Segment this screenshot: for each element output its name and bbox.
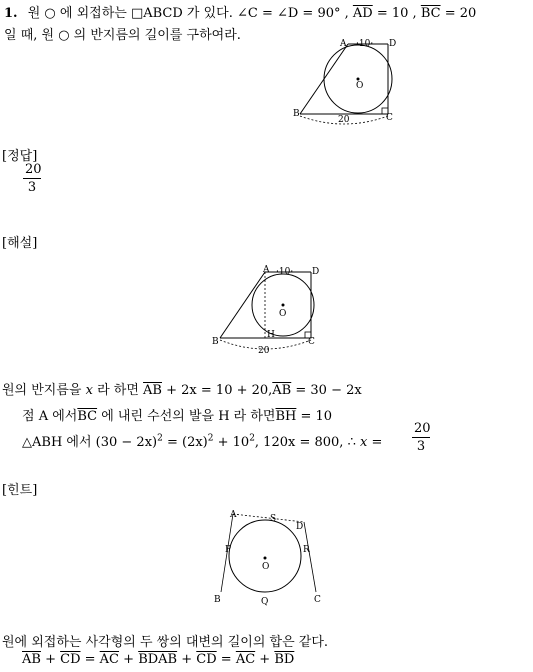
solution-text: 원의 반지름을 [2, 383, 86, 398]
center-dot [264, 557, 267, 560]
label-p: P [225, 545, 232, 555]
exponent: 2 [249, 433, 255, 444]
label-c: C [314, 595, 321, 605]
answer-denominator: 3 [27, 180, 37, 195]
overline-cd: $\overline{CD}$ [196, 652, 217, 667]
label-ad-length: ·10· [356, 39, 374, 49]
solution-text: + 2x = 10 + 20, [162, 383, 273, 398]
fraction-denominator: 3 [416, 439, 426, 454]
solution-text: = [367, 435, 383, 450]
solution-line-2 [22, 405, 332, 424]
label-a: A [230, 510, 237, 520]
fraction-numerator: 20 [414, 421, 431, 436]
label-bc-length: 20 [258, 346, 270, 356]
problem-number: 1. [4, 6, 18, 21]
solution-line-3 [22, 431, 382, 450]
overline-bh: $\overline{BH}$ [275, 409, 297, 424]
exponent: 2 [157, 433, 163, 444]
label-bc-length: 20 [338, 115, 350, 125]
label-s: S [270, 514, 277, 524]
center-dot [282, 304, 285, 307]
answer-label: [정답] [2, 149, 38, 164]
overline-ab: $\overline{AB}$ [143, 383, 162, 398]
solution-text: = (2x) [162, 435, 208, 450]
problem-line-2: 일 때, 원 ○ 의 반지름의 길이를 구하여라. [4, 28, 241, 43]
incircle [229, 520, 304, 592]
problem-text: = 10 , [372, 6, 421, 21]
label-b: B [214, 595, 221, 605]
answer-fraction [23, 161, 41, 196]
label-d: D [389, 39, 397, 49]
side-ad [233, 514, 304, 522]
label-ad-length: ·10· [276, 267, 294, 277]
overline-ac: $\overline{AC}$ [99, 652, 120, 667]
hint-line-1: 원에 외접하는 사각형의 두 쌍의 대변의 길이의 합은 같다. [2, 635, 329, 650]
exponent: 2 [207, 433, 214, 444]
solution-line-1 [2, 379, 362, 398]
hint-text: + [40, 652, 61, 667]
overline-cd: $\overline{CD}$ [60, 652, 81, 667]
overline-ac: $\overline{AC}$ [235, 652, 256, 667]
overline-bc: $\overline{BC}$ [77, 409, 98, 424]
hint-text: = [216, 652, 236, 667]
label-o: O [262, 562, 270, 572]
solution-text: 라 하면 [92, 383, 144, 398]
label-c: C [308, 337, 315, 347]
solution-text: 에 내린 수선의 발을 H 라 하면 [97, 409, 276, 424]
side-dc [304, 522, 316, 592]
problem-line-1 [4, 2, 476, 21]
figure-quadrilateral-incircle [288, 36, 398, 126]
label-c: C [386, 113, 393, 123]
solution-label: [해설] [2, 236, 38, 251]
solution-fraction [412, 420, 430, 455]
hint-text: = [80, 652, 100, 667]
answer-numerator: 20 [25, 162, 42, 177]
solution-text: = 30 − 2x [291, 383, 362, 398]
hint-text: + [119, 652, 139, 667]
label-b: B [212, 337, 219, 347]
solution-text: , 120x = 800, ∴ [254, 435, 360, 450]
hint-text: + [177, 652, 197, 667]
var-x: x [359, 435, 368, 450]
overline-bd: $\overline{BD}$ [274, 652, 295, 667]
figure-solution-diagram [208, 262, 328, 358]
solution-text: △ABH 에서 (30 − 2x) [22, 435, 158, 450]
label-d: D [312, 267, 320, 277]
edge-ab [220, 272, 265, 338]
solution-text: + 10 [213, 435, 250, 450]
overline-ab: $\overline{AB}$ [272, 383, 292, 398]
overline-ab: $\overline{AB}$ [22, 652, 41, 667]
problem-text: 원 ○ 에 외접하는 □ABCD 가 있다. ∠C = ∠D = 90° , [27, 6, 353, 21]
overline-bc: $\overline{BC}$ [420, 6, 441, 21]
solution-text: = 10 [296, 409, 333, 424]
solution-text: 점 A 에서 [22, 409, 78, 424]
label-b: B [293, 109, 300, 119]
label-o: O [279, 309, 287, 319]
problem-text: = 20 [440, 6, 477, 21]
label-r: R [303, 545, 310, 555]
label-q: Q [261, 597, 269, 606]
hint-line-2 [22, 652, 294, 667]
label-h: H [267, 330, 275, 340]
var-x: x [85, 383, 93, 398]
overline-bdab: BDAB [138, 652, 178, 667]
hint-label: [힌트] [2, 483, 38, 498]
overline-ad: $\overline{AD}$ [352, 6, 373, 21]
label-a: A [263, 265, 270, 275]
label-d: D [296, 522, 304, 532]
figure-tangential-quadrilateral [208, 502, 328, 606]
label-o: O [356, 81, 364, 91]
label-a: A [340, 39, 347, 49]
hint-text: + [255, 652, 275, 667]
